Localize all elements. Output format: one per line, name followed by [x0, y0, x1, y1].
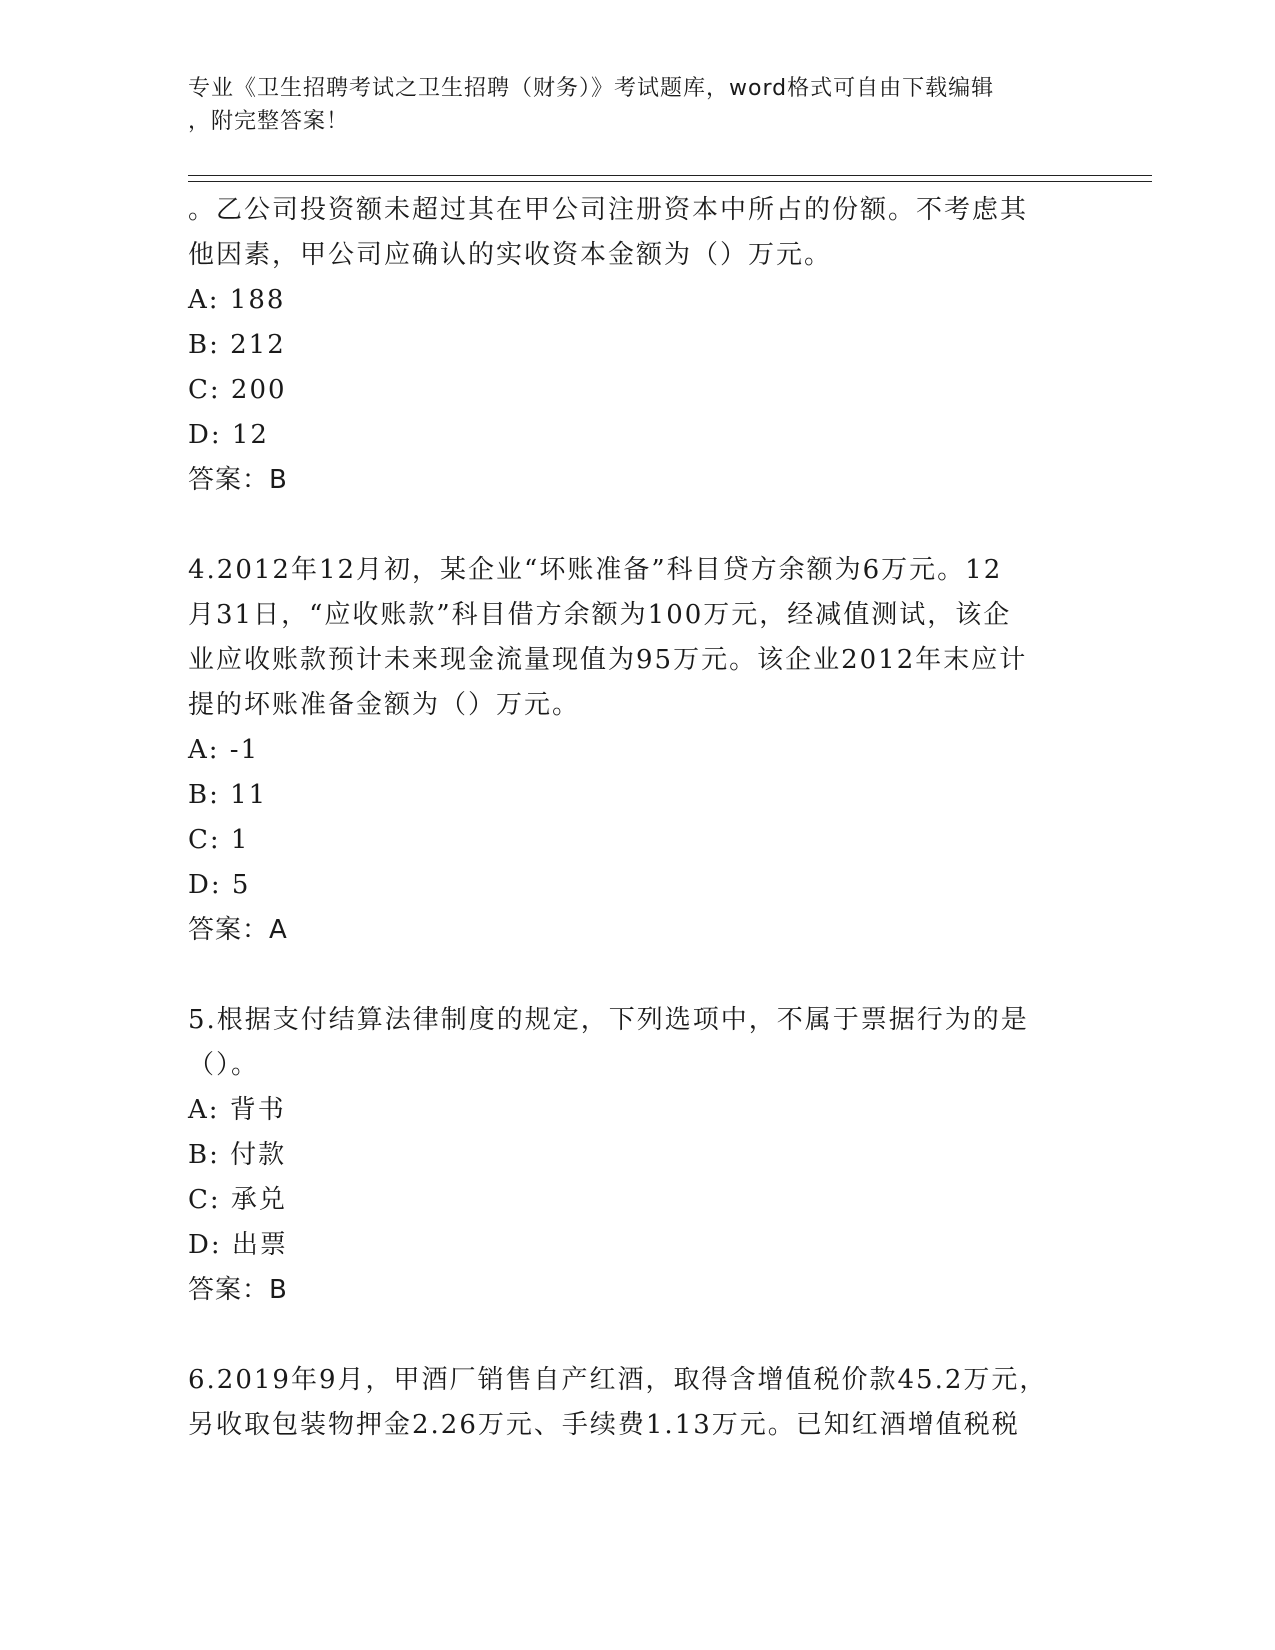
header-line-1: 专业《卫生招聘考试之卫生招聘（财务）》考试题库，word格式可自由下载编辑 — [188, 76, 995, 101]
header-line-2: ，附完整答案！ — [188, 109, 350, 134]
question-line: 提的坏账准备金额为（）万元。 — [188, 690, 581, 720]
question-block-3 — [188, 188, 1088, 503]
option-a: A: 188 — [188, 285, 286, 315]
question-line: 业应收账款预计未来现金流量现值为95万元。该企业2012年末应计 — [188, 645, 1028, 675]
option-c: C: 1 — [188, 825, 250, 855]
option-c: C: 承兑 — [188, 1185, 287, 1215]
question-block-5 — [188, 998, 1088, 1313]
option-d: D: 出票 — [188, 1230, 288, 1260]
answer-line: 答案：B — [188, 465, 288, 495]
question-block-6 — [188, 1358, 1088, 1448]
option-b: B: 212 — [188, 330, 286, 360]
question-line: 。乙公司投资额未超过其在甲公司注册资本中所占的份额。不考虑其 — [188, 195, 1029, 225]
option-a: A: 背书 — [188, 1095, 286, 1125]
spacer — [188, 503, 1088, 548]
question-text — [188, 188, 1088, 278]
question-block-4 — [188, 548, 1088, 953]
header-divider-bottom — [188, 181, 1152, 182]
question-text — [188, 1358, 1088, 1448]
question-line: 月31日，“应收账款”科目借方余额为100万元，经减值测试，该企 — [188, 600, 1012, 630]
option-d: D: 5 — [188, 870, 251, 900]
question-line: 他因素，甲公司应确认的实收资本金额为（）万元。 — [188, 240, 833, 270]
option-d: D: 12 — [188, 420, 269, 450]
document-header — [188, 72, 1088, 138]
question-line: 5.根据支付结算法律制度的规定，下列选项中，不属于票据行为的是 — [188, 1005, 1029, 1035]
option-a: A: -1 — [188, 735, 260, 765]
option-b: B: 11 — [188, 780, 268, 810]
question-line: 6.2019年9月，甲酒厂销售自产红酒，取得含增值税价款45.2万元， — [188, 1365, 1048, 1395]
question-text — [188, 998, 1088, 1088]
option-c: C: 200 — [188, 375, 287, 405]
question-text — [188, 548, 1088, 728]
question-line: 4.2012年12月初，某企业“坏账准备”科目贷方余额为6万元。12 — [188, 555, 1003, 585]
question-line: 另收取包装物押金2.26万元、手续费1.13万元。已知红酒增值税税 — [188, 1410, 1020, 1440]
spacer — [188, 953, 1088, 998]
answer-line: 答案：B — [188, 1275, 288, 1305]
header-divider-top — [188, 175, 1152, 176]
question-list — [188, 188, 1088, 1448]
spacer — [188, 1313, 1088, 1358]
option-b: B: 付款 — [188, 1140, 287, 1170]
question-line: （）。 — [188, 1050, 260, 1080]
answer-line: 答案：A — [188, 915, 288, 945]
